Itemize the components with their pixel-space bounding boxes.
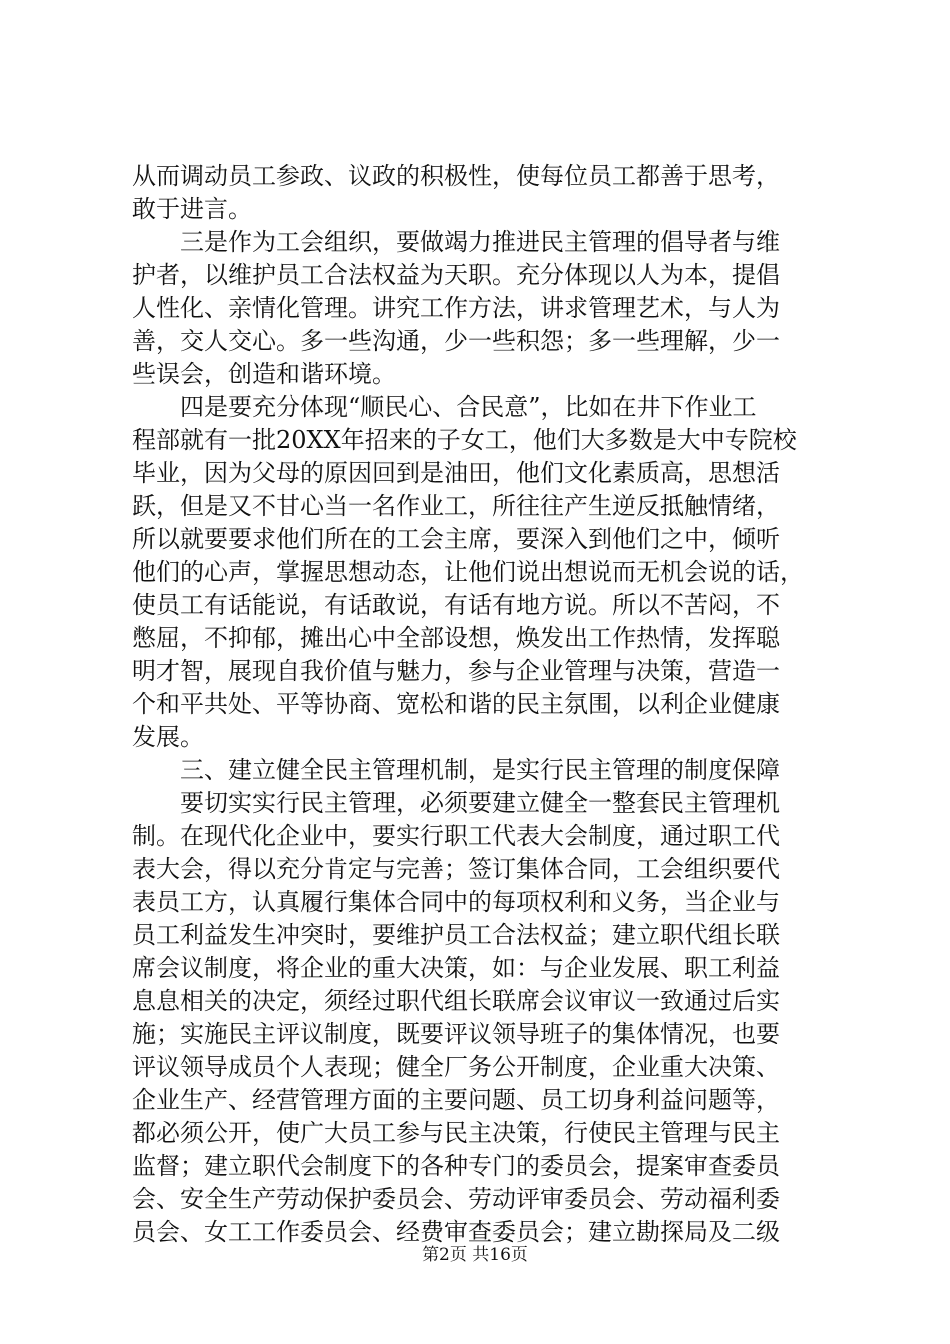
text-line: 员会、女工工作委员会、经费审查委员会；建立勘探局及二级 (132, 1218, 780, 1246)
text-line: 要切实实行民主管理，必须要建立健全一整套民主管理机 (132, 789, 780, 817)
text-line: 程部就有一批20XX年招来的子女工，他们大多数是大中专院校 (132, 426, 797, 454)
text-line: 表员工方，认真履行集体合同中的每项权利和义务，当企业与 (132, 888, 780, 916)
text-line: 席会议制度，将企业的重大决策，如：与企业发展、职工利益 (132, 954, 780, 982)
text-line: 发展。 (132, 723, 204, 751)
text-line: 都必须公开，使广大员工参与民主决策，行使民主管理与民主 (132, 1119, 780, 1147)
text-line: 明才智，展现自我价值与魅力，参与企业管理与决策，营造一 (132, 657, 780, 685)
body-text (132, 160, 832, 1249)
text-line: 他们的心声，掌握思想动态，让他们说出想说而无机会说的话， (132, 558, 804, 586)
text-line: 制。在现代化企业中，要实行职工代表大会制度，通过职工代 (132, 822, 780, 850)
text-line: 毕业，因为父母的原因回到是油田，他们文化素质高，思想活 (132, 459, 780, 487)
text-line: 监督；建立职代会制度下的各种专门的委员会，提案审查委员 (132, 1152, 780, 1180)
text-line: 使员工有话能说，有话敢说，有话有地方说。所以不苦闷，不 (132, 591, 780, 619)
text-line: 息息相关的决定，须经过职代组长联席会议审议一致通过后实 (132, 987, 780, 1015)
text-line: 憋屈，不抑郁，摊出心中全部设想，焕发出工作热情，发挥聪 (132, 624, 780, 652)
text-line: 些误会，创造和谐环境。 (132, 360, 396, 388)
text-line: 员工利益发生冲突时，要维护员工合法权益；建立职代组长联 (132, 921, 780, 949)
text-line: 三、建立健全民主管理机制，是实行民主管理的制度保障 (132, 756, 780, 784)
text-line: 会、安全生产劳动保护委员会、劳动评审委员会、劳动福利委 (132, 1185, 780, 1213)
text-line: 从而调动员工参政、议政的积极性，使每位员工都善于思考， (132, 162, 780, 190)
text-line: 评议领导成员个人表现；健全厂务公开制度，企业重大决策、 (132, 1053, 780, 1081)
text-line: 三是作为工会组织，要做竭力推进民主管理的倡导者与维 (132, 228, 780, 256)
page-footer: 第2页 共16页 (422, 1245, 528, 1265)
text-line: 跃，但是又不甘心当一名作业工，所往往产生逆反抵触情绪， (132, 492, 780, 520)
text-line: 善，交人交心。多一些沟通，少一些积怨；多一些理解，少一 (132, 327, 780, 355)
text-line: 护者，以维护员工合法权益为天职。充分体现以人为本，提倡 (132, 261, 780, 289)
text-line: 人性化、亲情化管理。讲究工作方法，讲求管理艺术，与人为 (132, 294, 780, 322)
text-line: 企业生产、经营管理方面的主要问题、员工切身利益问题等， (132, 1086, 780, 1114)
text-line: 四是要充分体现“顺民心、合民意”，比如在井下作业工 (132, 393, 757, 421)
text-line: 施；实施民主评议制度，既要评议领导班子的集体情况，也要 (132, 1020, 780, 1048)
text-line: 表大会，得以充分肯定与完善；签订集体合同，工会组织要代 (132, 855, 780, 883)
text-line: 所以就要要求他们所在的工会主席，要深入到他们之中，倾听 (132, 525, 780, 553)
text-line: 敢于进言。 (132, 195, 252, 223)
text-line: 个和平共处、平等协商、宽松和谐的民主氛围，以利企业健康 (132, 690, 780, 718)
